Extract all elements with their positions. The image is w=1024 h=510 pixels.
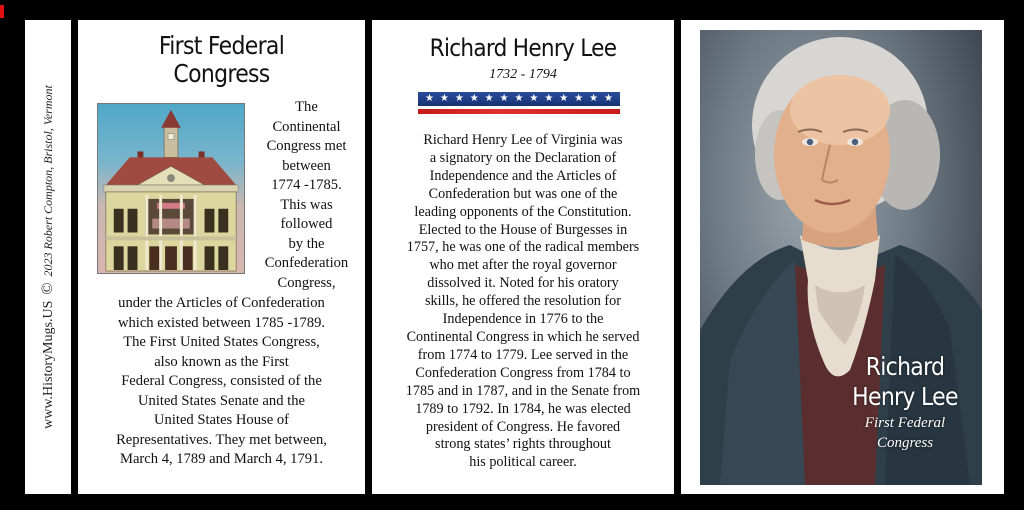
corner-red-mark	[0, 5, 4, 18]
text-line: followed	[280, 216, 333, 232]
text-line: his political career.	[469, 454, 577, 471]
text-line: 1757, he was one of the radical members	[406, 239, 640, 256]
flag-banner-stars	[418, 92, 620, 106]
text-line: a signatory on the Declaration of	[429, 149, 617, 166]
star-icon: ★	[604, 93, 613, 104]
star-icon: ★	[484, 93, 494, 104]
federal-hall-image	[97, 103, 245, 274]
star-icon: ★	[469, 93, 479, 104]
text-line: The	[295, 99, 318, 115]
star-icon: ★	[559, 93, 569, 104]
text-line: Confederation Congress from 1784 to	[415, 364, 631, 381]
person-name: Richard Henry Lee	[429, 34, 617, 62]
star-icon: ★	[439, 93, 449, 104]
text-line: strong states’ rights throughout	[435, 436, 611, 453]
star-icon: ★	[514, 93, 524, 104]
caption-subtitle-line-2: Congress	[876, 435, 934, 451]
congress-description	[78, 294, 365, 470]
spine-credit	[39, 85, 57, 429]
caption-name-line-2: Henry Lee	[852, 382, 958, 411]
text-line: which existed between 1785 -1789.	[117, 314, 326, 331]
text-line: This was	[280, 196, 333, 213]
website-link[interactable]: www.HistoryMugs.US	[41, 300, 56, 429]
biography-text	[372, 132, 674, 472]
text-line: March 4, 1789 and March 4, 1791.	[119, 451, 324, 467]
text-line: Federal Congress, consisted of the	[121, 373, 322, 389]
life-dates: 1732 - 1794	[489, 67, 557, 82]
text-line: Richard Henry Lee of Virginia was	[423, 132, 623, 148]
credit-text: 2023 Robert Compton, Bristol, Vermont	[41, 85, 55, 277]
star-icon: ★	[589, 93, 599, 104]
text-line: president of Congress. He favored	[425, 418, 621, 435]
text-line: Congress met	[266, 138, 347, 154]
text-line: United States Senate and the	[138, 392, 305, 409]
panel-title	[95, 32, 348, 88]
title-line-2: Congress	[173, 59, 270, 88]
congress-info-panel	[78, 20, 365, 494]
text-line: Independence in 1776 to the	[442, 311, 604, 328]
star-icon: ★	[574, 93, 584, 104]
text-line: dissolved it. Noted for his oratory	[427, 275, 619, 292]
portrait-caption	[830, 352, 980, 452]
text-line: between	[282, 157, 331, 174]
text-line: by the	[288, 235, 325, 252]
text-line: United States House of	[154, 412, 289, 428]
text-line: Continental	[272, 118, 341, 135]
portrait-panel	[681, 20, 1004, 494]
flag-banner-stripe	[418, 109, 620, 114]
star-icon: ★	[544, 93, 554, 104]
text-line: 1785 and in 1787, and in the Senate from	[405, 382, 641, 399]
text-line: skills, he offered the resolution for	[425, 293, 621, 310]
text-line: from 1774 to 1779. Lee served in the	[417, 346, 629, 363]
text-line: The First United States Congress,	[123, 334, 320, 350]
text-line: Confederation	[264, 255, 349, 271]
text-line: 1789 to 1792. In 1784, he was elected	[415, 400, 631, 417]
copyright-icon: ©	[39, 282, 56, 295]
text-line: Continental Congress in which he served	[406, 328, 640, 345]
text-line: Congress,	[277, 274, 336, 291]
text-line: 1774 -1785.	[271, 177, 342, 193]
text-line: also known as the First	[154, 353, 289, 370]
text-line: leading opponents of the Constitution.	[414, 203, 632, 220]
spine-panel	[25, 20, 71, 494]
text-line: under the Articles of Confederation	[118, 295, 325, 311]
text-line: Elected to the House of Burgesses in	[418, 221, 628, 238]
text-line: who met after the royal governor	[429, 257, 617, 274]
intro-text	[248, 98, 365, 293]
portrait-image	[700, 30, 982, 485]
text-line: Confederation but was one of the	[428, 185, 618, 202]
text-line: Representatives. They met between,	[116, 431, 327, 448]
star-icon: ★	[529, 93, 539, 104]
star-icon: ★	[424, 93, 434, 104]
star-icon: ★	[454, 93, 464, 104]
caption-subtitle-line-1: First Federal	[864, 415, 946, 431]
title-line-1: First Federal	[158, 31, 285, 60]
star-icon: ★	[499, 93, 509, 104]
text-line: Independence and the Articles of	[429, 167, 617, 184]
biography-panel	[372, 20, 674, 494]
caption-name-line-1: Richard	[865, 352, 945, 381]
